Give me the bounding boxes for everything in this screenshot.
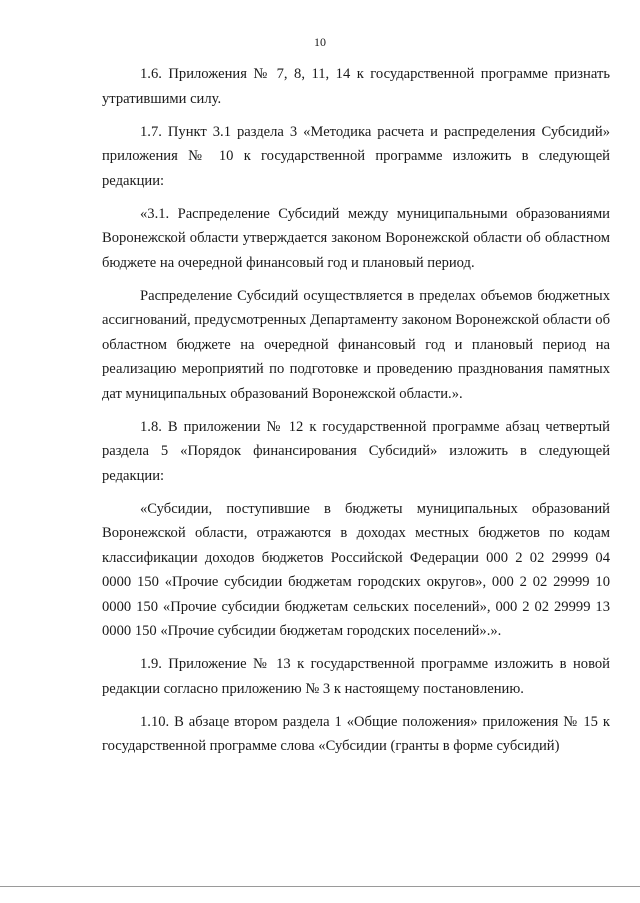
paragraph-3-1-quote: «3.1. Распределение Субсидий между муниципальными образованиями Воронежской области утверждается законом Воронежской области об областном бюджете на очередной финансовый год и плановый период. xyxy=(102,205,610,271)
page-number: 10 xyxy=(314,35,326,49)
paragraph-1-7: 1.7. Пункт 3.1 раздела 3 «Методика расчета и распределения Субсидий» приложения № 10 к государственной программе изложить в следующей редакции: xyxy=(102,123,610,189)
paragraph-1-6: 1.6. Приложения № 7, 8, 11, 14 к государственной программе признать утратившими силу. xyxy=(102,66,610,107)
page-bottom-divider xyxy=(0,886,640,887)
paragraph-1-10: 1.10. В абзаце втором раздела 1 «Общие положения» приложения № 15 к государственной программе слова «Субсидии (гранты в форме субсидий) xyxy=(102,713,610,754)
document-body xyxy=(102,62,610,767)
paragraph-distribution: Распределение Субсидий осуществляется в пределах объемов бюджетных ассигнований, предусмотренных Департаменту законом Воронежской области об областном бюджете на очередной финансовый год и плановый период на реализацию мероприятий по подготовке и проведению празднования памятных дат муниципальных образований Воронежской области.». xyxy=(102,287,610,402)
paragraph-1-8: 1.8. В приложении № 12 к государственной программе абзац четвертый раздела 5 «Порядок финансирования Субсидий» изложить в следующей редакции: xyxy=(102,418,610,484)
paragraph-1-9: 1.9. Приложение № 13 к государственной программе изложить в новой редакции согласно приложению № 3 к настоящему постановлению. xyxy=(102,656,610,697)
paragraph-subsidies-quote: «Субсидии, поступившие в бюджеты муниципальных образований Воронежской области, отражаются в доходах местных бюджетов по кодам классификации доходов бюджетов Российской Федерации 000 2 02 29999 04 0000 150 «Прочие субсидии бюджетам городских округов», 000 2 02 29999 10 0000 150 «Прочие субсидии бюджетам сельских поселений», 000 2 02 29999 13 0000 150 «Прочие субсидии бюджетам городских поселений».». xyxy=(102,500,610,639)
